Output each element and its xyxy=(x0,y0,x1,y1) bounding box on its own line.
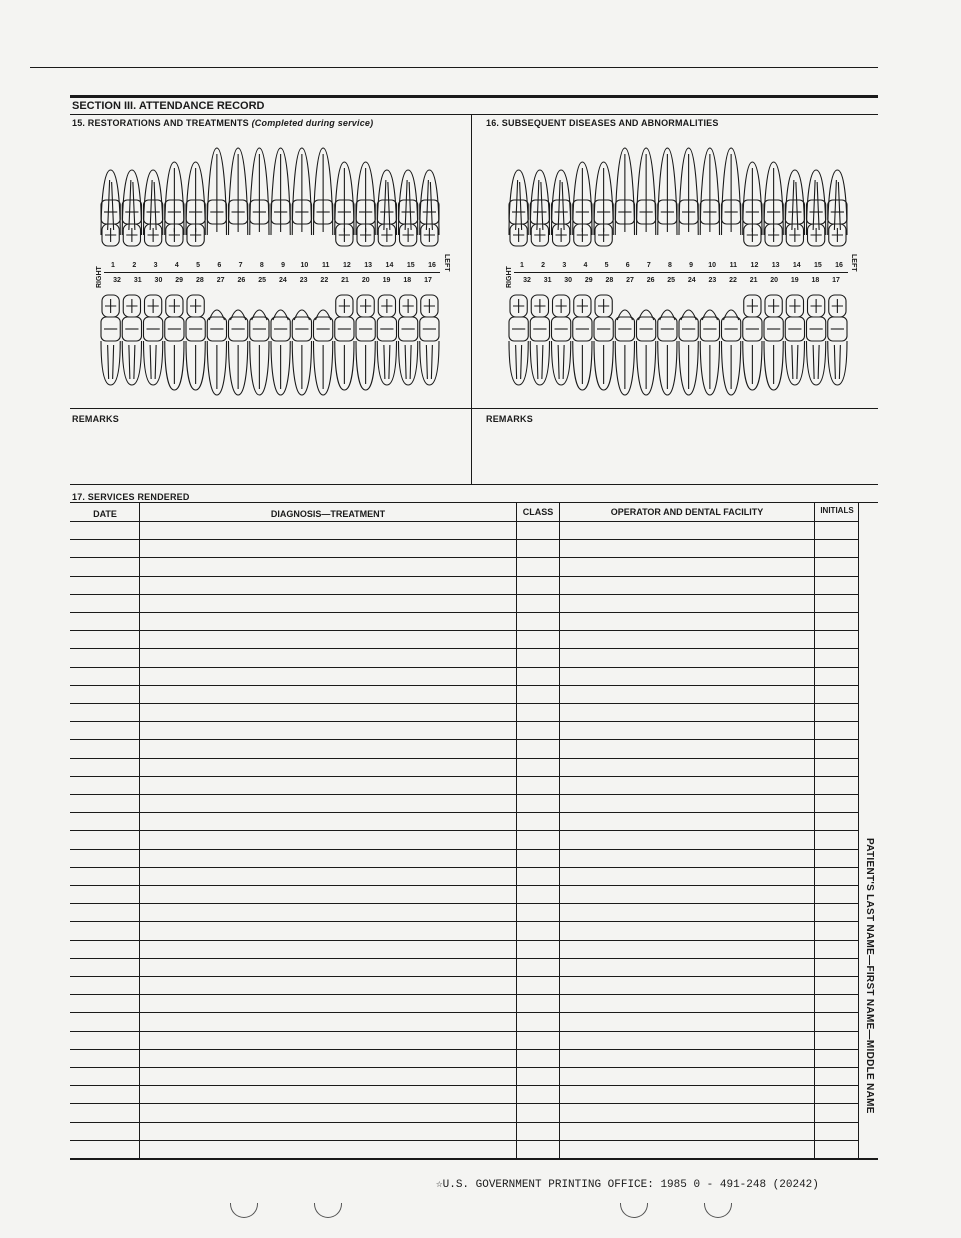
lower-tooth[interactable] xyxy=(250,310,269,395)
tooth-number: 18 xyxy=(811,277,820,284)
tooth-number: 7 xyxy=(238,262,243,269)
tooth-number: 31 xyxy=(133,277,142,284)
section-title: SECTION III. ATTENDANCE RECORD xyxy=(72,100,265,112)
table-row[interactable] xyxy=(72,1050,857,1066)
table-row[interactable] xyxy=(72,886,857,902)
tooth-number: 19 xyxy=(382,277,391,284)
table-row[interactable] xyxy=(72,813,857,829)
tooth-number: 12 xyxy=(750,262,759,269)
upper-tooth[interactable] xyxy=(807,170,826,246)
section-rule xyxy=(70,95,878,98)
right-label-chart2: RIGHT xyxy=(506,266,513,288)
tooth-number: 26 xyxy=(646,277,655,284)
upper-tooth[interactable] xyxy=(509,170,528,246)
col-date: DATE xyxy=(93,509,117,519)
lower-tooth[interactable] xyxy=(573,295,592,390)
right-label-chart1: RIGHT xyxy=(96,266,103,288)
tooth-number: 2 xyxy=(541,262,546,269)
table-row[interactable] xyxy=(72,795,857,811)
lower-tooth[interactable] xyxy=(807,295,826,385)
lower-tooth[interactable] xyxy=(637,310,656,395)
lower-tooth[interactable] xyxy=(658,310,677,395)
upper-tooth[interactable] xyxy=(356,162,375,246)
tooth-number: 13 xyxy=(771,262,780,269)
upper-tooth[interactable] xyxy=(229,148,248,235)
table-row[interactable] xyxy=(72,868,857,884)
lower-tooth[interactable] xyxy=(679,310,698,395)
table-row[interactable] xyxy=(72,995,857,1011)
lower-tooth[interactable] xyxy=(420,295,439,385)
tooth-number: 2 xyxy=(132,262,137,269)
table-row[interactable] xyxy=(72,595,857,611)
tooth-number: 21 xyxy=(749,277,758,284)
tooth-number: 30 xyxy=(154,277,163,284)
lower-tooth[interactable] xyxy=(399,295,418,385)
table-row[interactable] xyxy=(72,631,857,647)
tooth-number: 11 xyxy=(321,262,330,269)
table-row[interactable] xyxy=(72,577,857,593)
upper-tooth[interactable] xyxy=(764,162,783,246)
tooth-number: 12 xyxy=(343,262,351,269)
lower-tooth[interactable] xyxy=(552,295,571,385)
lower-tooth[interactable] xyxy=(377,295,396,385)
table-row[interactable] xyxy=(72,522,857,538)
section-title-rule xyxy=(70,114,878,115)
col-class: CLASS xyxy=(522,507,554,517)
table-row[interactable] xyxy=(72,904,857,920)
upper-tooth[interactable] xyxy=(122,170,141,246)
upper-tooth[interactable] xyxy=(271,148,290,235)
lower-tooth[interactable] xyxy=(828,295,847,385)
upper-tooth[interactable] xyxy=(637,148,656,235)
upper-tooth[interactable] xyxy=(679,148,698,235)
lower-tooth[interactable] xyxy=(700,310,719,395)
tooth-number: 1 xyxy=(111,262,115,269)
midline-chart1 xyxy=(104,272,440,273)
tooth-number: 32 xyxy=(523,277,531,284)
upper-tooth[interactable] xyxy=(594,162,613,246)
lower-tooth[interactable] xyxy=(271,310,290,395)
upper-tooth[interactable] xyxy=(615,148,634,235)
upper-tooth[interactable] xyxy=(700,148,719,235)
remarks-rule xyxy=(70,408,878,409)
upper-tooth[interactable] xyxy=(292,148,311,235)
upper-tooth[interactable] xyxy=(743,162,762,246)
lower-tooth[interactable] xyxy=(594,295,613,390)
upper-tooth[interactable] xyxy=(828,170,847,246)
tooth-number: 3 xyxy=(153,262,158,269)
tooth-number: 5 xyxy=(196,262,201,269)
tooth-number: 27 xyxy=(626,277,634,284)
lower-tooth[interactable] xyxy=(122,295,141,385)
upper-tooth[interactable] xyxy=(785,170,804,246)
upper-tooth[interactable] xyxy=(250,148,269,235)
table-row[interactable] xyxy=(72,540,857,556)
binder-hole-2 xyxy=(314,1203,342,1218)
patient-name-label: PATIENT'S LAST NAME—FIRST NAME—MIDDLE NAME xyxy=(864,838,875,1114)
tooth-number: 32 xyxy=(113,277,121,284)
tooth-number: 13 xyxy=(364,262,373,269)
lower-tooth[interactable] xyxy=(292,310,311,395)
col-operator: OPERATOR AND DENTAL FACILITY xyxy=(610,507,764,517)
table-row[interactable] xyxy=(72,686,857,702)
tooth-number: 9 xyxy=(689,262,694,269)
printing-office-footer: ☆U.S. GOVERNMENT PRINTING OFFICE: 1985 0 - 491-248 (20242) xyxy=(436,1179,819,1191)
upper-tooth[interactable] xyxy=(658,148,677,235)
lower-tooth[interactable] xyxy=(785,295,804,385)
table-row[interactable] xyxy=(72,759,857,775)
upper-tooth[interactable] xyxy=(573,162,592,246)
table-row[interactable] xyxy=(72,1141,857,1157)
lower-tooth[interactable] xyxy=(229,310,248,395)
table-row[interactable] xyxy=(72,777,857,793)
table-row[interactable] xyxy=(72,1068,857,1084)
upper-tooth[interactable] xyxy=(399,170,418,246)
tooth-number: 9 xyxy=(281,262,286,269)
lower-tooth[interactable] xyxy=(764,295,783,390)
chart-divider xyxy=(471,114,472,484)
tooth-number: 28 xyxy=(605,277,614,284)
tooth-number: 31 xyxy=(543,277,552,284)
binder-hole-1 xyxy=(230,1203,258,1218)
tooth-number: 14 xyxy=(792,262,801,269)
tooth-number: 10 xyxy=(300,262,309,269)
lower-tooth[interactable] xyxy=(314,310,333,395)
binder-hole-3 xyxy=(620,1203,648,1218)
col-initials: INITIALS xyxy=(820,506,854,515)
remarks-label-1: REMARKS xyxy=(72,414,119,424)
services-header-top xyxy=(70,502,878,503)
tooth-number: 29 xyxy=(584,277,593,284)
tooth-number: 11 xyxy=(729,262,738,269)
left-label-chart1: LEFT xyxy=(443,254,450,272)
lower-tooth[interactable] xyxy=(509,295,528,385)
tooth-number: 3 xyxy=(562,262,567,269)
upper-tooth[interactable] xyxy=(314,148,333,235)
dental-chart-restorations[interactable] xyxy=(95,140,445,400)
remarks-field-2[interactable] xyxy=(475,426,875,482)
tooth-number: 17 xyxy=(424,277,432,284)
upper-tooth[interactable] xyxy=(335,162,354,246)
lower-tooth[interactable] xyxy=(743,295,762,390)
upper-tooth[interactable] xyxy=(186,162,205,246)
lower-tooth[interactable] xyxy=(207,310,226,395)
binder-hole-4 xyxy=(704,1203,732,1218)
tooth-number: 22 xyxy=(320,277,329,284)
table-row[interactable] xyxy=(72,941,857,957)
upper-tooth[interactable] xyxy=(420,170,439,246)
tooth-number: 20 xyxy=(361,277,370,284)
tooth-number: 17 xyxy=(832,277,840,284)
table-row[interactable] xyxy=(72,704,857,720)
upper-tooth[interactable] xyxy=(552,170,571,246)
midline-chart2 xyxy=(514,272,848,273)
tooth-number: 26 xyxy=(237,277,246,284)
lower-tooth[interactable] xyxy=(165,295,184,390)
table-row[interactable] xyxy=(72,977,857,993)
tooth-number: 6 xyxy=(625,262,630,269)
table-row[interactable] xyxy=(72,613,857,629)
tooth-number: 23 xyxy=(299,277,308,284)
tooth-number: 19 xyxy=(790,277,799,284)
tooth-number: 6 xyxy=(217,262,222,269)
col-diagnosis: DIAGNOSIS—TREATMENT xyxy=(270,509,386,519)
services-bottom-rule xyxy=(70,1158,878,1160)
tooth-number: 1 xyxy=(520,262,524,269)
tooth-number: 25 xyxy=(667,277,676,284)
tooth-number: 22 xyxy=(729,277,737,284)
tooth-number: 16 xyxy=(835,262,843,269)
tooth-number: 4 xyxy=(174,262,179,269)
tooth-number: 30 xyxy=(564,277,573,284)
table-row[interactable] xyxy=(72,922,857,938)
tooth-number: 4 xyxy=(583,262,588,269)
services-top-rule xyxy=(70,484,878,485)
tooth-number: 27 xyxy=(216,277,225,284)
tooth-number: 15 xyxy=(406,262,415,269)
table-row[interactable] xyxy=(72,831,857,847)
lower-tooth[interactable] xyxy=(101,295,120,385)
table-row[interactable] xyxy=(72,959,857,975)
tooth-number: 14 xyxy=(385,262,394,269)
tooth-number: 8 xyxy=(259,262,264,269)
table-row[interactable] xyxy=(72,1032,857,1048)
table-row[interactable] xyxy=(72,850,857,866)
left-label-chart2: LEFT xyxy=(850,254,857,272)
dental-chart-diseases[interactable] xyxy=(503,140,853,400)
table-row[interactable] xyxy=(72,1123,857,1139)
table-row[interactable] xyxy=(72,1104,857,1120)
tooth-number: 8 xyxy=(667,262,672,269)
table-row[interactable] xyxy=(72,1086,857,1102)
item-16-label: 16. SUBSEQUENT DISEASES AND ABNORMALITIES xyxy=(486,118,719,128)
upper-tooth[interactable] xyxy=(207,148,226,235)
item-17-label: 17. SERVICES RENDERED xyxy=(72,492,190,502)
remarks-field-1[interactable] xyxy=(72,426,468,482)
lower-tooth[interactable] xyxy=(722,310,741,395)
tooth-number: 29 xyxy=(175,277,184,284)
lower-tooth[interactable] xyxy=(356,295,375,390)
tooth-number: 25 xyxy=(258,277,267,284)
tooth-number: 23 xyxy=(708,277,717,284)
tooth-number: 18 xyxy=(403,277,412,284)
remarks-label-2: REMARKS xyxy=(486,414,533,424)
tooth-number: 16 xyxy=(428,262,436,269)
tooth-number: 24 xyxy=(687,277,696,284)
tooth-number: 20 xyxy=(770,277,779,284)
tooth-number: 10 xyxy=(708,262,717,269)
tooth-number: 5 xyxy=(604,262,609,269)
top-border xyxy=(30,67,878,68)
table-row[interactable] xyxy=(72,668,857,684)
lower-tooth[interactable] xyxy=(144,295,163,385)
lower-tooth[interactable] xyxy=(335,295,354,390)
lower-tooth[interactable] xyxy=(186,295,205,390)
tooth-number: 24 xyxy=(278,277,287,284)
upper-tooth[interactable] xyxy=(144,170,163,246)
lower-tooth[interactable] xyxy=(530,295,549,385)
upper-tooth[interactable] xyxy=(165,162,184,246)
upper-tooth[interactable] xyxy=(101,170,120,246)
table-row[interactable] xyxy=(72,740,857,756)
upper-tooth[interactable] xyxy=(530,170,549,246)
upper-tooth[interactable] xyxy=(722,148,741,235)
table-row[interactable] xyxy=(72,558,857,574)
table-row[interactable] xyxy=(72,649,857,665)
table-row[interactable] xyxy=(72,722,857,738)
lower-tooth[interactable] xyxy=(615,310,634,395)
tooth-number: 15 xyxy=(813,262,822,269)
tooth-number: 7 xyxy=(646,262,651,269)
tooth-number: 21 xyxy=(341,277,349,284)
upper-tooth[interactable] xyxy=(377,170,396,246)
table-row[interactable] xyxy=(72,1013,857,1029)
tooth-number: 28 xyxy=(196,277,204,284)
item-15-label: 15. RESTORATIONS AND TREATMENTS (Completed during service) xyxy=(72,118,374,128)
